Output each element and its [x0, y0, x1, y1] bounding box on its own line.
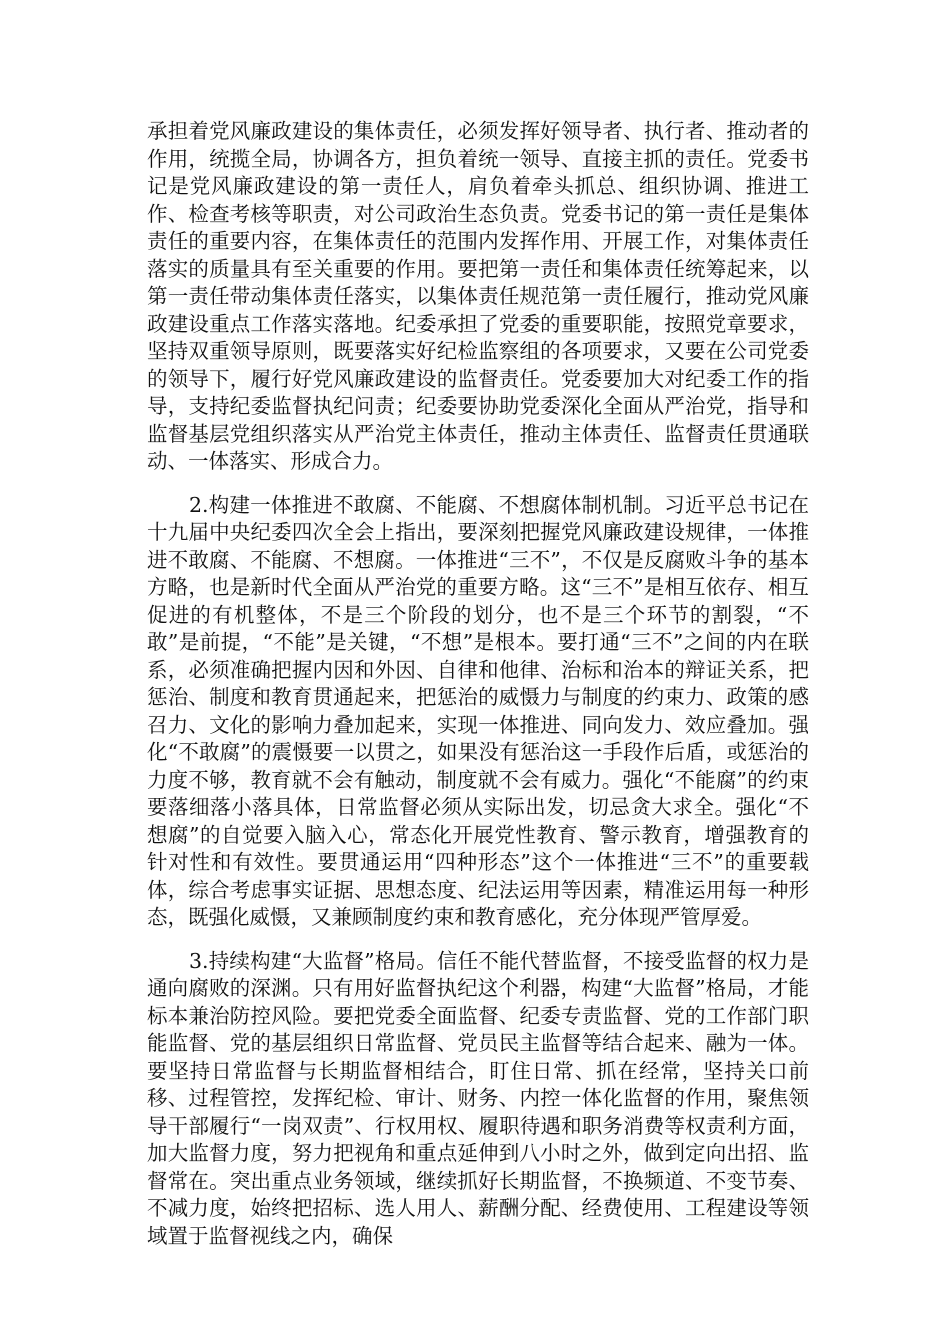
paragraph-big-supervision: 3.持续构建“大监督”格局。信任不能代替监督，不接受监督的权力是通向腐败的深渊。只有用好监督执纪这个利器，构建“大监督”格局，才能标本兼治防控风险。要把党委全面监督、纪委专责监督、党的工作部门职能监督、党的基层组织日常监督、党员民主监督等结合起来、融为一体。要坚持日常监督与长期监督相结合，盯住日常、抓在经常，坚持关口前移、过程管控，发挥纪检、审计、财务、内控一体化监督的作用，聚焦领导干部履行“一岗双责”、行权用权、履职待遇和职务消费等权责利方面，加大监督力度，努力把视角和重点延伸到八小时之外，做到定向出招、监督常在。突出重点业务领域，继续抓好长期监督，不换频道、不变节奏、不减力度，始终把招标、选人用人、薪酬分配、经费使用、工程建设等领域置于监督视线之内，确保	[147, 948, 809, 1248]
paragraph-responsibility: 承担着党风廉政建设的集体责任，必须发挥好领导者、执行者、推动者的作用，统揽全局，协调各方，担负着统一领导、直接主抓的责任。党委书记是党风廉政建设的第一责任人，肩负着牵头抓总、组织协调、推进工作、检查考核等职责，对公司政治生态负责。党委书记的第一责任是集体责任的重要内容，在集体责任的范围内发挥作用、开展工作，对集体责任落实的质量具有至关重要的作用。要把第一责任和集体责任统筹起来，以第一责任带动集体责任落实，以集体责任规范第一责任履行，推动党风廉政建设重点工作落实落地。纪委承担了党委的重要职能，按照党章要求，坚持双重领导原则，既要落实好纪检监察组的各项要求，又要在公司党委的领导下，履行好党风廉政建设的监督责任。党委要加大对纪委工作的指导，支持纪委监督执纪问责；纪委要协助党委深化全面从严治党，指导和监督基层党组织落实从严治党主体责任，推动主体责任、监督责任贯通联动、一体落实、形成合力。	[147, 119, 809, 473]
document-page	[147, 118, 809, 1250]
paragraph-three-no: 2.构建一体推进不敢腐、不能腐、不想腐体制机制。习近平总书记在十九届中央纪委四次全会上指出，要深刻把握党风廉政建设规律，一体推进不敢腐、不能腐、不想腐。一体推进“三不”，不仅是反腐败斗争的基本方略，也是新时代全面从严治党的重要方略。这“三不”是相互依存、相互促进的有机整体，不是三个阶段的划分，也不是三个环节的割裂，“不敢”是前提，“不能”是关键，“不想”是根本。要打通“三不”之间的内在联系，必须准确把握内因和外因、自律和他律、治标和治本的辩证关系，把惩治、制度和教育贯通起来，把惩治的威慑力与制度的约束力、政策的感召力、文化的影响力叠加起来，实现一体推进、同向发力、效应叠加。强化“不敢腐”的震慑要一以贯之，如果没有惩治这一手段作后盾，或惩治的力度不够，教育就不会有触动，制度就不会有威力。强化“不能腐”的约束要落细落小落具体，日常监督必须从实际出发，切忌贪大求全。强化“不想腐”的自觉要入脑入心，常态化开展党性教育、警示教育，增强教育的针对性和有效性。要贯通运用“四种形态”这个一体推进“三不”的重要载体，综合考虑事实证据、思想态度、纪法运用等因素，精准运用每一种形态，既强化威慑，又兼顾制度约束和教育感化，充分体现严管厚爱。	[147, 492, 809, 929]
